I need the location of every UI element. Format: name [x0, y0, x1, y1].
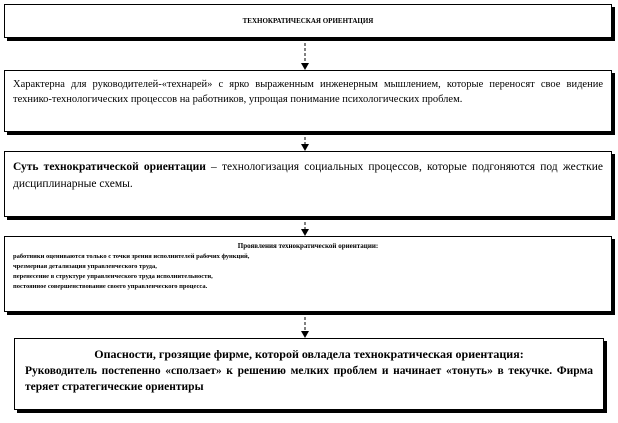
- diagram-title: ТЕХНОКРАТИЧЕСКАЯ ОРИЕНТАЦИЯ: [242, 17, 374, 25]
- characteristic-text: Характерна для руководителей-«технарей» с ярко выраженным инженерным мышлением, которые переносят свое видение технико-технологических процессов на работников, упрощая понимание психологических проблем.: [13, 79, 603, 106]
- dangers-box: [14, 338, 604, 410]
- essence-box: [4, 151, 612, 217]
- manifestations-heading: Проявления технократической ориентации:: [237, 242, 379, 250]
- arrow-3: [300, 217, 310, 236]
- manifestations-box: [4, 236, 612, 312]
- manifestation-item: постоянное совершенствование своего управленческого процесса.: [13, 283, 208, 291]
- dangers-text: Руководитель постепенно «сползает» к решению мелких проблем и начинает «тонуть» в текучке. Фирма теряет стратегические ориентиры: [25, 364, 593, 393]
- essence-text: [13, 159, 603, 192]
- essence-lead: Суть технократической ориентации: [13, 161, 206, 173]
- manifestation-item: чрезмерная детализация управленческого труда,: [13, 263, 157, 271]
- dangers-title: Опасности, грозящие фирме, которой овладела технократическая ориентация:: [94, 347, 524, 361]
- arrow-4: [300, 312, 310, 338]
- arrow-2: [300, 132, 310, 151]
- characteristic-box: [4, 70, 612, 132]
- arrow-1: [300, 38, 310, 70]
- title-box: [4, 4, 612, 38]
- manifestation-item: перенесение в структуре управленческого труда исполнительности,: [13, 273, 213, 281]
- essence-body: – технологизация социальных процессов, которые подгоняются под жесткие дисциплинарные схемы.: [13, 161, 603, 190]
- manifestation-item: работники оцениваются только с точки зрения исполнителей рабочих функций,: [13, 253, 250, 260]
